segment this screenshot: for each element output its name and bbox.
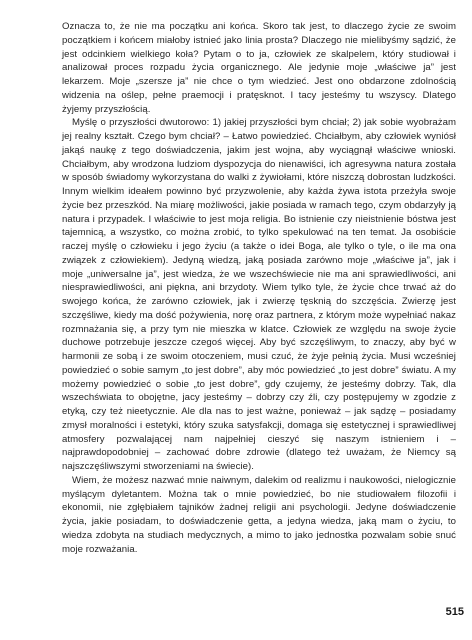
body-text: [62, 20, 456, 556]
paragraph-1: Oznacza to, że nie ma początku ani końca. Skoro tak jest, to dlaczego życie ze swoim początkiem i końcem miałoby istnieć jako linia prosta? Dlaczego nie mielibyśmy sądzić, że jest odcinkiem wielkiego koła? Pytam o to ja, człowiek ze skalpelem, który studiował i analizował proces rozpadu życia organicznego. Ale jedynie moje „właściwe ja” jest lekarzem. Moje „szersze ja” nie chce o tym wiedzieć. Jest ono obdarzone zdolnością widzenia na oślep, pełne praemocji i pratęsknot. I tacy jesteśmy tu wszyscy. Dlatego żyjemy przyszłością.: [62, 21, 456, 115]
page-number: 515: [445, 606, 464, 618]
paragraph-3: Wiem, że możesz nazwać mnie naiwnym, dalekim od realizmu i naukowości, nielogicznie myślącym dyletantem. Można tak o mnie powiedzieć, bo nie studiowałem filozofii i ekonomii, nie zgłębiałem tajników żadnej religii ani psychologii. Jedyne doświadczenie życia, jakie posiadam, to doświadczenie getta, a jedyna wiedza, jaką mam o życiu, to wiedza zdobyta na studiach medycznych, a mimo to jako jednostka pozwalam sobie snuć moje rozważania.: [62, 474, 456, 555]
paragraph-2: Myślę o przyszłości dwutorowo: 1) jakiej przyszłości bym chciał; 2) jak sobie wyobrażam jej realny kształt. Czego bym chciał? – Łatwo powiedzieć. Chciałbym, aby człowiek wyniósł jakąś naukę z tego doświadczenia, jakim jest wojna, aby wyciągnął właściwe wnioski. Chciałbym, aby wrodzona ludziom dyspozycja do nienawiści, ich agresywna natura została w sposób świadomy wykorzystana do walki z żywiołami, które niszczą dobrostan ludzkości. Innym wielkim ideałem powinno być przyzwolenie, aby każda żywa istota przeżyła swoje życie bez przeszkód. Na miarę możliwości, jakie posiada w ramach tego, czym obdarzyły ją natura i przypadek. I właściwie to jest moja religia. Bo istnienie czy nieistnienie bóstwa jest tajemnicą, a wszystko, co można zrobić, to tylko spekulować na ten temat. Ja osobiście raczej myślę o człowieku i jego życiu (a także o idei Boga, ale tylko o tyle, o ile ma ona związek z człowiekiem). Jedyną wiedzą, jaką posiada zarówno moje „właściwe ja”, jak i moje „uniwersalne ja”, jest wiedza, że we wszechświecie nie ma ani sprawiedliwości, ani niesprawiedliwości, ani piękna, ani brzydoty. Wiem tylko tyle, że życie chce trwać aż do swojego końca, że zarówno człowiek, jak i zwierzę tęsknią do szczęścia. Zwierzę jest szczęśliwe, kiedy ma dość pożywienia, norę oraz partnera, z którym może wypełniać nakaz rozmnażania się, a przy tym nie mieszka w klatce. Człowiek ze względu na swoje życie duchowe potrzebuje jeszcze czegoś więcej. Aby być szczęśliwym, to znaczy, aby być w harmonii ze sobą i ze swoim otoczeniem, musi czuć, że żyje pełnią życia. Musi wcześniej powiedzieć o sobie samym „to jest dobre”, aby móc powiedzieć „to jest dobre” światu. A my możemy powiedzieć o sobie „to jest dobre”, gdy czujemy, że jesteśmy dobrzy. Tak, dla wszechświata to obojętne, jacy jesteśmy – dobrzy czy źli, czy postępujemy w zgodzie z etyką, czy też nieetycznie. Ale dla nas to jest ważne, ponieważ – jak sądzę – posiadamy zmysł moralności i estetyki, który szuka satysfakcji, domaga się estetycznej i sprawiedliwej atmosfery pozwalającej nam najpełniej cieszyć się naszym istnieniem i – najprawdopodobniej – zachować dobre zdrowie (dlatego też uważam, że Niemcy są najszczęśliwszymi stworzeniami na świecie).: [62, 117, 456, 472]
